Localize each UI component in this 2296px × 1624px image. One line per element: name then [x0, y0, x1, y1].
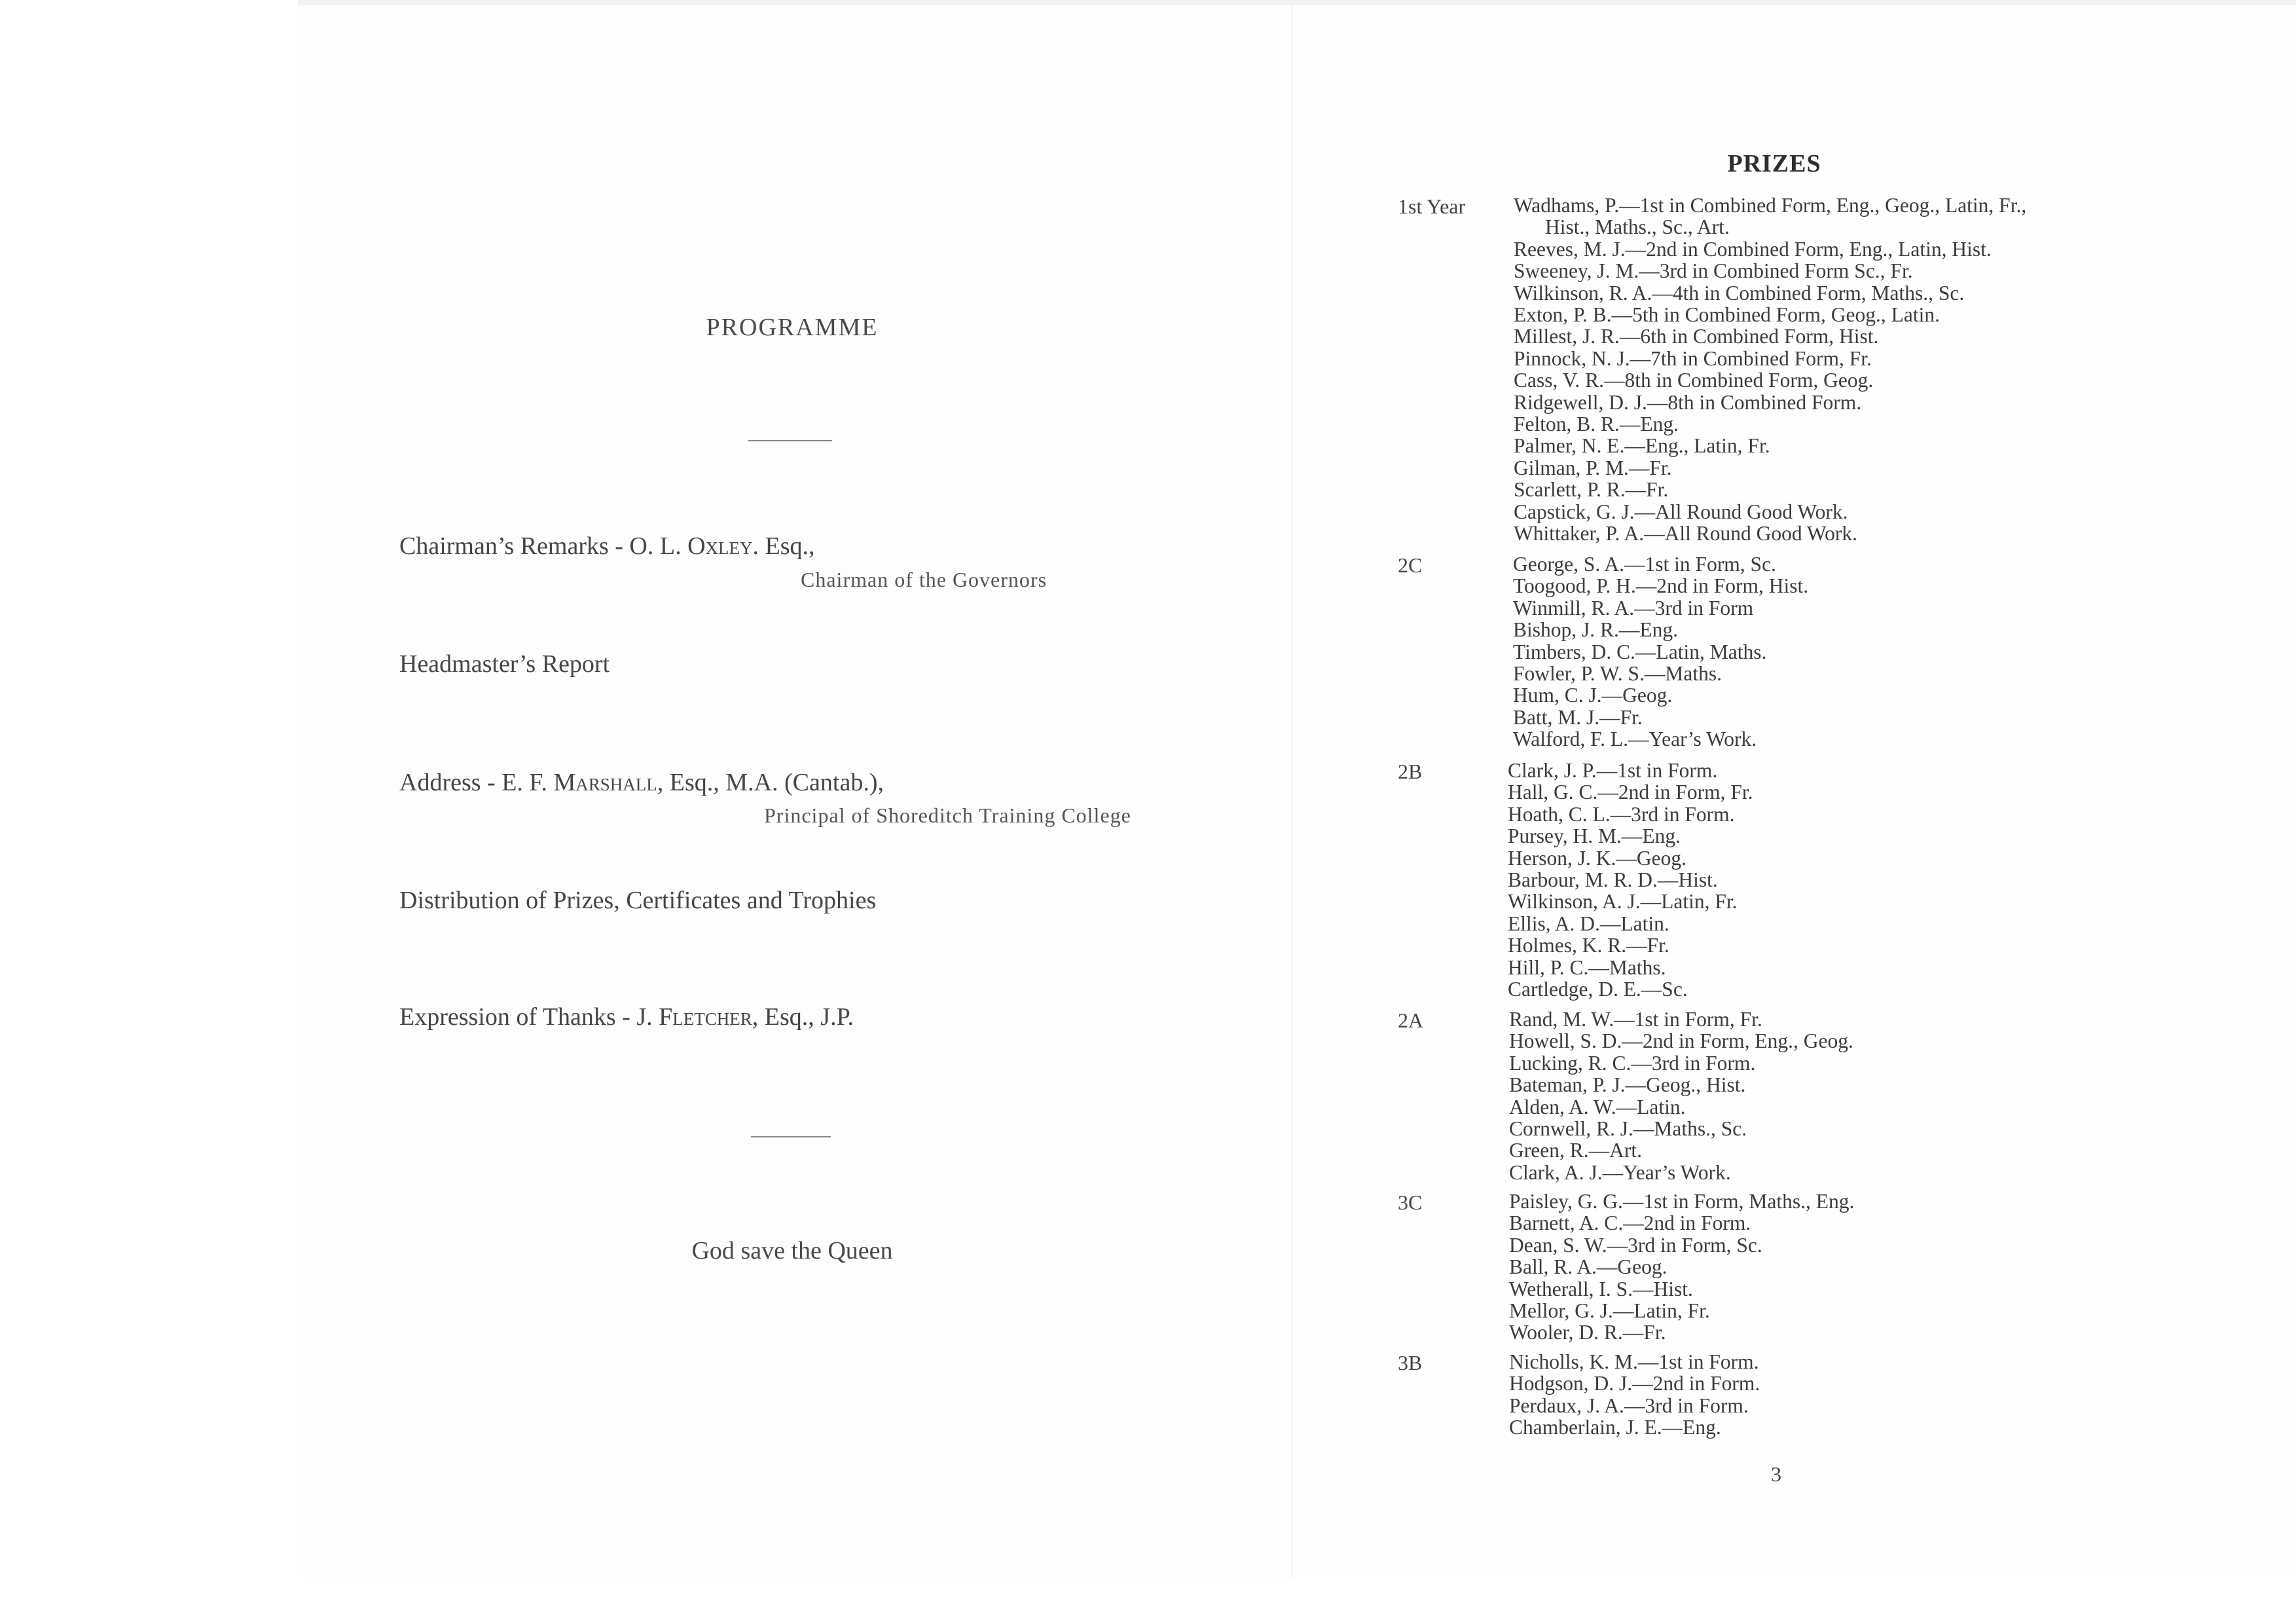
programme-item-suffix: , Esq., M.A. (Cantab.),	[657, 769, 884, 796]
prize-entry: Barnett, A. C.—2nd in Form.	[1509, 1211, 1751, 1235]
programme-item-address	[399, 768, 884, 797]
prize-entry: Exton, P. B.—5th in Combined Form, Geog., Latin.	[1514, 303, 1940, 327]
prize-entry: Gilman, P. M.—Fr.	[1514, 456, 1672, 479]
prize-entry: Alden, A. W.—Latin.	[1509, 1095, 1686, 1118]
prize-entry: Hum, C. J.—Geog.	[1513, 684, 1673, 707]
prize-entry: Scarlett, P. R.—Fr.	[1514, 478, 1669, 502]
prize-group-label: 2B	[1398, 760, 1423, 783]
prize-entry: Rand, M. W.—1st in Form, Fr.	[1509, 1008, 1762, 1031]
prize-entry: Clark, J. P.—1st in Form.	[1508, 759, 1718, 782]
prize-group-label: 2A	[1398, 1008, 1424, 1032]
prize-entry: Lucking, R. C.—3rd in Form.	[1509, 1051, 1756, 1075]
prize-entry: Ball, R. A.—Geog.	[1509, 1255, 1667, 1279]
prize-entry: Winmill, R. A.—3rd in Form	[1513, 596, 1754, 619]
programme-item-subtitle: Chairman of the Governors	[801, 568, 1048, 591]
prize-entry: Pursey, H. M.—Eng.	[1508, 824, 1681, 848]
programme-item-text: Expression of Thanks - J.	[399, 1003, 659, 1031]
prizes-heading: PRIZES	[1727, 150, 1821, 177]
prize-entry: Howell, S. D.—2nd in Form, Eng., Geog.	[1509, 1029, 1853, 1053]
programme-heading: PROGRAMME	[706, 314, 879, 341]
prize-entry: Cass, V. R.—8th in Combined Form, Geog.	[1514, 369, 1874, 392]
prize-entry: Holmes, K. R.—Fr.	[1508, 934, 1669, 957]
prize-entry: Hall, G. C.—2nd in Form, Fr.	[1508, 781, 1753, 804]
prize-entry: Hodgson, D. J.—2nd in Form.	[1509, 1372, 1760, 1395]
prize-entries	[1509, 1008, 2199, 1183]
prize-entry: Hill, P. C.—Maths.	[1508, 955, 1666, 979]
prize-entries	[1509, 1351, 2199, 1439]
programme-item-thanks	[399, 1003, 854, 1031]
prize-entry: Cartledge, D. E.—Sc.	[1508, 978, 1688, 1001]
programme-item-suffix: . Esq.,	[752, 532, 815, 560]
prize-entry: Perdaux, J. A.—3rd in Form.	[1509, 1393, 1749, 1417]
prize-entry: Sweeney, J. M.—3rd in Combined Form Sc., Fr.	[1514, 259, 1913, 283]
prize-entry: Millest, J. R.—6th in Combined Form, Hist.	[1514, 325, 1879, 348]
prize-entry: Chamberlain, J. E.—Eng.	[1509, 1416, 1721, 1439]
prize-entry: Clark, A. J.—Year’s Work.	[1509, 1160, 1731, 1184]
programme-item-name: Marshall	[553, 769, 657, 796]
prize-entry: Ridgewell, D. J.—8th in Combined Form.	[1514, 390, 1862, 414]
prize-entry: Nicholls, K. M.—1st in Form.	[1509, 1350, 1759, 1373]
paper-top-edge	[298, 0, 2296, 5]
programme-item-subtitle: Principal of Shoreditch Training College	[764, 803, 1131, 827]
prize-entry: Mellor, G. J.—Latin, Fr.	[1509, 1299, 1710, 1323]
prize-entry: Hoath, C. L.—3rd in Form.	[1508, 802, 1735, 826]
prize-entry: Bishop, J. R.—Eng.	[1513, 618, 1679, 642]
prize-entry: Dean, S. W.—3rd in Form, Sc.	[1509, 1233, 1762, 1257]
prize-entry: Reeves, M. J.—2nd in Combined Form, Eng., Latin, Hist.	[1514, 237, 1992, 261]
programme-item-text: Address - E. F.	[399, 769, 554, 796]
prize-entries	[1509, 1190, 2199, 1344]
prize-entry: Wilkinson, R. A.—4th in Combined Form, Maths., Sc.	[1514, 281, 1965, 304]
prize-entry: Barbour, M. R. D.—Hist.	[1508, 868, 1718, 892]
prize-entry: Capstick, G. J.—All Round Good Work.	[1514, 500, 1848, 523]
programme-item-text: Distribution of Prizes, Certificates and Trophies	[399, 887, 877, 914]
prize-entry: Paisley, G. G.—1st in Form, Maths., Eng.	[1509, 1190, 1855, 1213]
prize-entry: Wadhams, P.—1st in Combined Form, Eng., Geog., Latin, Fr.,	[1514, 194, 2027, 217]
programme-item-name: Fletcher	[659, 1003, 752, 1031]
prize-entry: Bateman, P. J.—Geog., Hist.	[1509, 1073, 1746, 1097]
programme-item-name: Oxley	[687, 532, 753, 560]
prize-entry: Felton, B. R.—Eng.	[1514, 413, 1679, 436]
prize-entry: Timbers, D. C.—Latin, Maths.	[1513, 640, 1767, 663]
prize-entries	[1508, 760, 2198, 1000]
prize-group-label: 3B	[1398, 1351, 1423, 1375]
prize-entries	[1513, 553, 2203, 750]
prize-entry: Wetherall, I. S.—Hist.	[1509, 1277, 1693, 1301]
page-number: 3	[1771, 1462, 1781, 1486]
programme-item-text: Chairman’s Remarks - O. L.	[399, 532, 688, 560]
prize-entry: Fowler, P. W. S.—Maths.	[1513, 662, 1722, 686]
prize-entry: Pinnock, N. J.—7th in Combined Form, Fr.	[1514, 346, 1872, 370]
prize-entry: Batt, M. J.—Fr.	[1513, 705, 1643, 729]
programme-item-headmaster	[399, 650, 610, 678]
programme-item-distribution	[399, 886, 876, 915]
prize-group-label: 3C	[1398, 1190, 1423, 1214]
prize-entry: Toogood, P. H.—2nd in Form, Hist.	[1513, 574, 1809, 598]
prize-entry: Wooler, D. R.—Fr.	[1509, 1321, 1666, 1344]
prize-entry: Walford, F. L.—Year’s Work.	[1513, 728, 1757, 751]
programme-item-suffix: , Esq., J.P.	[752, 1003, 854, 1031]
divider-rule	[751, 1136, 831, 1137]
prize-entry: Palmer, N. E.—Eng., Latin, Fr.	[1514, 434, 1770, 458]
prize-entry-continued: Hist., Maths., Sc., Art.	[1545, 215, 1730, 239]
prize-entry: Wilkinson, A. J.—Latin, Fr.	[1508, 890, 1738, 913]
programme-item-text: Headmaster’s Report	[399, 650, 610, 678]
prize-entry: Green, R.—Art.	[1509, 1139, 1642, 1162]
prize-group-label: 1st Year	[1398, 194, 1466, 218]
prize-entry: George, S. A.—1st in Form, Sc.	[1513, 553, 1776, 576]
closing-line: God save the Queen	[691, 1237, 893, 1264]
prize-entry: Herson, J. K.—Geog.	[1508, 846, 1686, 870]
prize-entry: Ellis, A. D.—Latin.	[1508, 912, 1669, 935]
prize-entry: Whittaker, P. A.—All Round Good Work.	[1514, 522, 1857, 545]
prize-entries	[1514, 194, 2204, 545]
prize-group-label: 2C	[1398, 553, 1423, 577]
prize-entry: Cornwell, R. J.—Maths., Sc.	[1509, 1117, 1747, 1141]
programme-item-chairman	[399, 532, 815, 561]
divider-rule	[748, 440, 832, 441]
page-fold	[1291, 0, 1293, 1578]
